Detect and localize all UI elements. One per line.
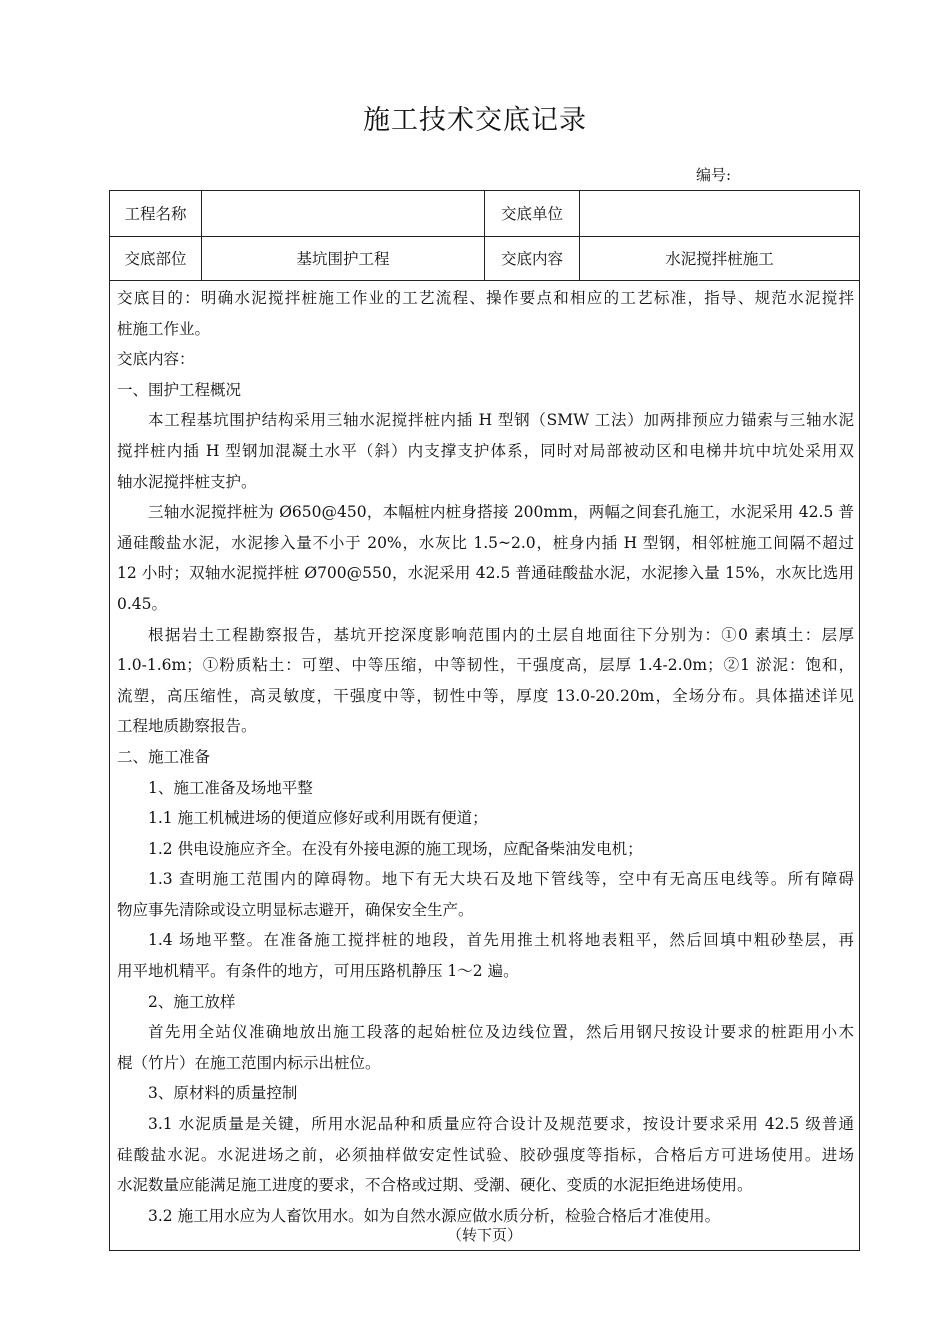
body-line: 12 小时；双轴水泥搅拌桩 Ø700@550，水泥采用 42.5 普通硅酸盐水泥，水泥掺入量 15%，水灰比选用 xyxy=(117,564,854,583)
body-line: 流塑，高压缩性，高灵敏度，干强度中等，韧性中等，厚度 13.0-20.20m，全场分布。具体描述详见 xyxy=(117,686,854,705)
section-heading: 二、施工准备 xyxy=(117,747,211,766)
body-line: 交底目的：明确水泥搅拌桩施工作业的工艺流程、操作要点和相应的工艺标准，指导、规范水泥搅拌 xyxy=(117,289,854,307)
continued-note: （转下页） xyxy=(446,1226,522,1244)
body-line: 1.1 施工机械进场的便道应修好或利用既有便道； xyxy=(148,809,488,828)
body-line: 1.4 场地平整。在准备施工搅拌桩的地段，首先用推土机将地表粗平，然后回填中粗砂垫层，再 xyxy=(148,931,854,950)
body-line: 用平地机精平。有条件的地方，可用压路机静压 1～2 遍。 xyxy=(117,962,519,981)
body-line: 1.3 查明施工范围内的障碍物。地下有无大块石及地下管线等，空中有无高压电线等。所有障碍 xyxy=(148,870,854,889)
body-line: 物应事先清除或设立明显标志避开，确保安全生产。 xyxy=(117,900,474,919)
unit-label: 交底单位 xyxy=(500,205,563,223)
body-line: 本工程基坑围护结构采用三轴水泥搅拌桩内插 H 型钢（SMW 工法）加两排预应力锚索与三轴水泥 xyxy=(148,411,854,430)
section-heading: 一、围护工程概况 xyxy=(117,380,242,399)
body-line: 水泥数量应能满足施工进度的要求，不合格或过期、受潮、硬化、变质的水泥拒绝进场使用。 xyxy=(117,1176,753,1195)
part-label: 交底部位 xyxy=(124,250,187,268)
subsection-heading: 3、原材料的质量控制 xyxy=(148,1084,298,1103)
project-name-label: 工程名称 xyxy=(124,205,187,223)
subsection-heading: 1、施工准备及场地平整 xyxy=(148,778,313,797)
body-line: 通硅酸盐水泥，水泥掺入量不小于 20%，水灰比 1.5~2.0，桩身内插 H 型钢，相邻桩施工间隔不超过 xyxy=(117,533,854,552)
body-line: 工程地质勘察报告。 xyxy=(117,717,257,736)
body-line: 0.45。 xyxy=(117,594,168,613)
body-line: 硅酸盐水泥。水泥进场之前，必须抽样做安定性试验、胶砂强度等指标，合格后方可进场使用。进场 xyxy=(117,1145,854,1164)
body-line: 三轴水泥搅拌桩为 Ø650@450，本幅桩内桩身搭接 200mm，两幅之间套孔施工，水泥采用 42.5 普 xyxy=(148,503,854,522)
body-line: 根据岩土工程勘察报告，基坑开挖深度影响范围内的土层自地面往下分别为：①0 素填土：层厚 xyxy=(148,625,854,644)
doc-number-label: 编号: xyxy=(696,166,732,184)
page-title: 施工技术交底记录 xyxy=(363,105,587,136)
body-line: 3.1 水泥质量是关键，所用水泥品种和质量应符合设计及规范要求，按设计要求采用 42.5 级普通 xyxy=(148,1115,854,1134)
body-line: 棍（竹片）在施工范围内标示出桩位。 xyxy=(117,1053,381,1072)
content-value: 水泥搅拌桩施工 xyxy=(665,250,774,268)
body-line: 轴水泥搅拌桩支护。 xyxy=(117,472,257,491)
project-name-value xyxy=(202,192,484,236)
subsection-heading: 2、施工放样 xyxy=(148,992,236,1011)
part-value: 基坑围护工程 xyxy=(296,250,390,268)
body-line: 1.0-1.6m；①粉质粘土：可塑、中等压缩，中等韧性，干强度高，层厚 1.4-2.0m；②1 淤泥：饱和， xyxy=(117,656,854,675)
record-table xyxy=(109,190,860,1251)
body-line: 3.2 施工用水应为人畜饮用水。如为自然水源应做水质分析，检验合格后才准使用。 xyxy=(148,1206,721,1225)
disclosure-body xyxy=(117,283,854,1231)
body-line: 搅拌桩内插 H 型钢加混凝土水平（斜）内支撑支护体系，同时对局部被动区和电梯井坑中坑处采用双 xyxy=(117,441,854,460)
body-line: 首先用全站仪准确地放出施工段落的起始桩位及边线位置，然后用钢尺按设计要求的桩距用小木 xyxy=(148,1023,854,1042)
body-line: 交底内容： xyxy=(117,350,195,369)
body-line: 桩施工作业。 xyxy=(117,319,211,338)
unit-value xyxy=(580,192,859,236)
content-label: 交底内容 xyxy=(500,250,563,268)
body-line: 1.2 供电设施应齐全。在没有外接电源的施工现场，应配备柴油发电机； xyxy=(148,839,643,858)
